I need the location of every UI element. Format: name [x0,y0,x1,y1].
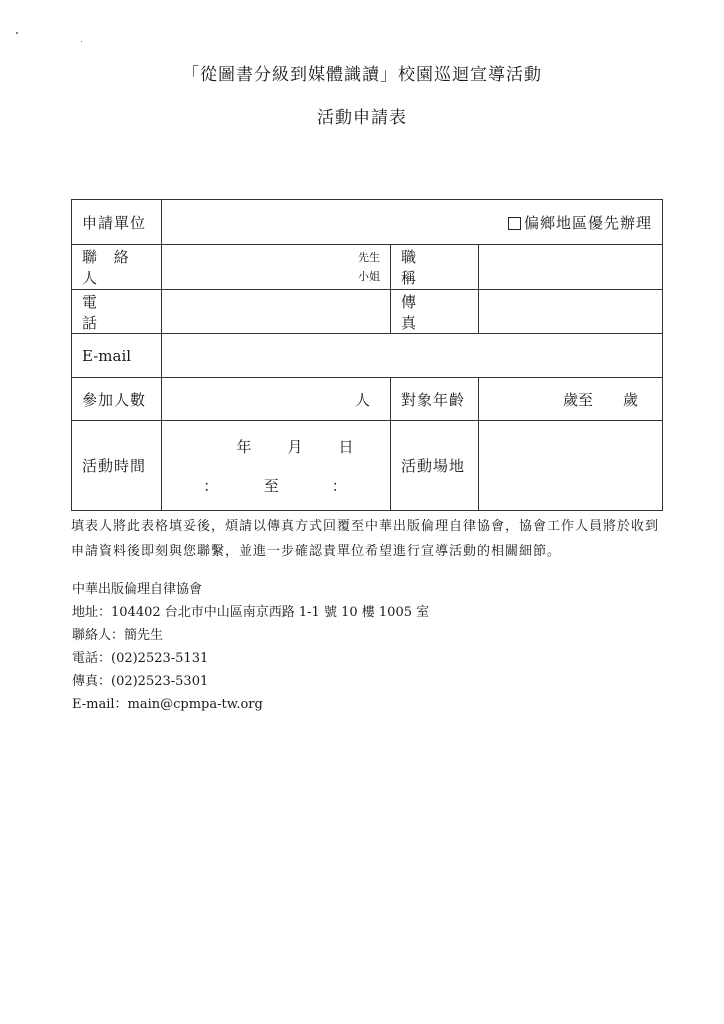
applicant-unit-field[interactable] [162,200,663,245]
document-subtitle: 活動申請表 [317,108,407,128]
instruction-note: 填表人將此表格填妥後，煩請以傳真方式回覆至中華出版倫理自律協會，協會工作人員將於收到申請資料後即刻與您聯繫，並進一步確認貴單位希望進行宣導活動的相關細節。 [71,519,660,559]
venue-field[interactable] [479,421,663,511]
venue-label: 活動場地 [391,421,479,511]
contact-email: E-mail：main@cpmpa-tw.org [72,697,263,712]
participants-label: 參加人數 [72,378,162,421]
phone-label: 電 話 [72,290,162,334]
target-age-field[interactable] [479,378,663,421]
contact-person-label: 聯 絡 人 [72,245,162,290]
contact-person: 聯絡人：簡先生 [72,628,164,643]
participants-field[interactable] [162,378,391,421]
target-age-label: 對象年齡 [391,378,479,421]
job-title-field[interactable] [479,245,663,290]
activity-time-label: 活動時間 [72,421,162,511]
phone-field[interactable] [162,290,391,334]
contact-org: 中華出版倫理自律協會 [72,582,203,597]
contact-fax: 傳真：(02)2523-5301 [72,674,209,689]
age-range-text: 歲至 歲 [563,390,639,409]
fax-label: 傳 真 [391,290,479,334]
contact-info-block [72,578,429,716]
application-form-table [71,199,663,511]
activity-date-text: 年 月 日 [236,437,356,456]
contact-address: 地址：104402 台北市中山區南京西路 1-1 號 10 樓 1005 室 [72,605,430,620]
scan-speck [81,41,82,42]
email-label: E-mail [72,334,162,378]
fax-field[interactable] [479,290,663,334]
mr-option[interactable]: 先生 [358,251,380,264]
participants-unit: 人 [354,390,370,409]
contact-person-field[interactable] [162,245,391,290]
activity-time-field[interactable] [162,421,391,511]
document-title: 「從圖書分級到媒體識讀」校園巡迴宣導活動 [182,65,542,85]
remote-priority-label: 偏鄉地區優先辦理 [524,213,653,232]
ms-option[interactable]: 小姐 [358,270,380,283]
job-title-label: 職 稱 [391,245,479,290]
activity-time-range-text: ： 至 ： [203,476,349,495]
applicant-unit-label: 申請單位 [72,200,162,245]
scan-speck [16,32,18,34]
remote-priority-checkbox[interactable] [508,217,521,230]
email-field[interactable] [162,334,663,378]
contact-phone: 電話：(02)2523-5131 [72,651,209,666]
